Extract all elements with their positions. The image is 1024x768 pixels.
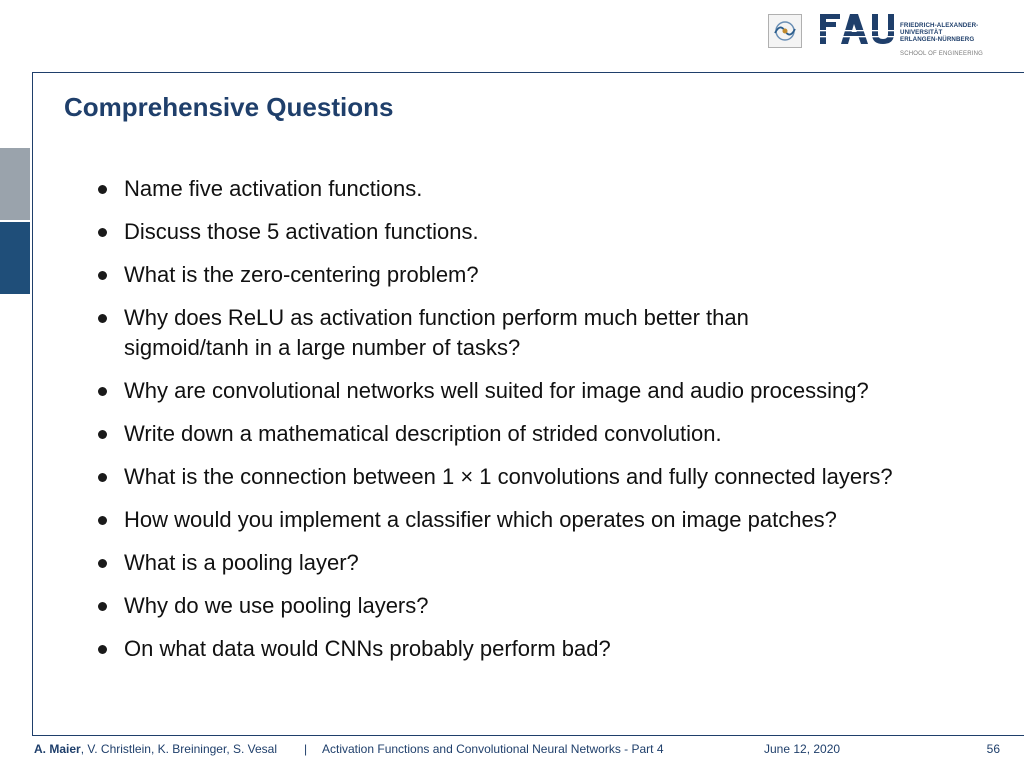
question-text: What is the connection between 1 × 1 convolutions and fully connected layers?: [124, 464, 893, 489]
question-text: What is the zero-centering problem?: [124, 262, 479, 287]
question-list: [96, 174, 1006, 677]
bullet-icon: [98, 314, 107, 323]
question-text: Name five activation functions.: [124, 176, 423, 201]
list-item: [96, 505, 1006, 535]
page-number: 56: [986, 742, 1000, 756]
bullet-icon: [98, 473, 107, 482]
footer-date: June 12, 2020: [764, 742, 841, 756]
list-item: [96, 217, 1006, 247]
bullet-icon: [98, 559, 107, 568]
question-text: What is a pooling layer?: [124, 550, 359, 575]
university-line-3: ERLANGEN-NÜRNBERG: [900, 36, 975, 43]
list-item: [96, 548, 1006, 578]
bullet-icon: [98, 516, 107, 525]
university-line-2: UNIVERSITÄT: [900, 29, 943, 36]
bullet-icon: [98, 271, 107, 280]
pattern-recognition-lab-logo-icon: [768, 14, 802, 48]
university-line-1: FRIEDRICH-ALEXANDER-: [900, 22, 979, 29]
university-name: [900, 22, 978, 43]
slide-title: Comprehensive Questions: [64, 92, 394, 122]
question-text: Why are convolutional networks well suited for image and audio processing?: [124, 378, 869, 403]
question-text: Write down a mathematical description of strided convolution.: [124, 421, 722, 446]
bullet-icon: [98, 185, 107, 194]
section-tab-current: [0, 222, 30, 294]
lead-author: A. Maier: [34, 742, 81, 756]
question-text: How would you implement a classifier which operates on image patches?: [124, 507, 837, 532]
list-item: [96, 260, 1006, 290]
footer-lecture-title: Activation Functions and Convolutional Neural Networks - Part 4: [322, 742, 664, 756]
list-item: [96, 303, 864, 363]
list-item: [96, 419, 1006, 449]
list-item: [96, 591, 1006, 621]
list-item: [96, 634, 1006, 664]
footer: [34, 742, 1004, 760]
question-text: On what data would CNNs probably perform bad?: [124, 636, 611, 661]
bullet-icon: [98, 387, 107, 396]
other-authors: , V. Christlein, K. Breininger, S. Vesal: [80, 742, 278, 756]
section-tab-previous: [0, 148, 30, 220]
footer-authors: [34, 742, 277, 756]
school-name: SCHOOL OF ENGINEERING: [900, 51, 983, 57]
list-item: [96, 376, 1006, 406]
footer-separator: |: [304, 742, 308, 756]
bullet-icon: [98, 645, 107, 654]
fau-logo-icon: [818, 12, 898, 46]
list-item: [96, 462, 954, 492]
question-text: Why does ReLU as activation function perform much better than sigmoid/tanh in a large number of tasks?: [124, 305, 749, 360]
bullet-icon: [98, 228, 107, 237]
question-text: Why do we use pooling layers?: [124, 593, 429, 618]
bullet-icon: [98, 602, 107, 611]
question-text: Discuss those 5 activation functions.: [124, 219, 479, 244]
bullet-icon: [98, 430, 107, 439]
list-item: [96, 174, 1006, 204]
